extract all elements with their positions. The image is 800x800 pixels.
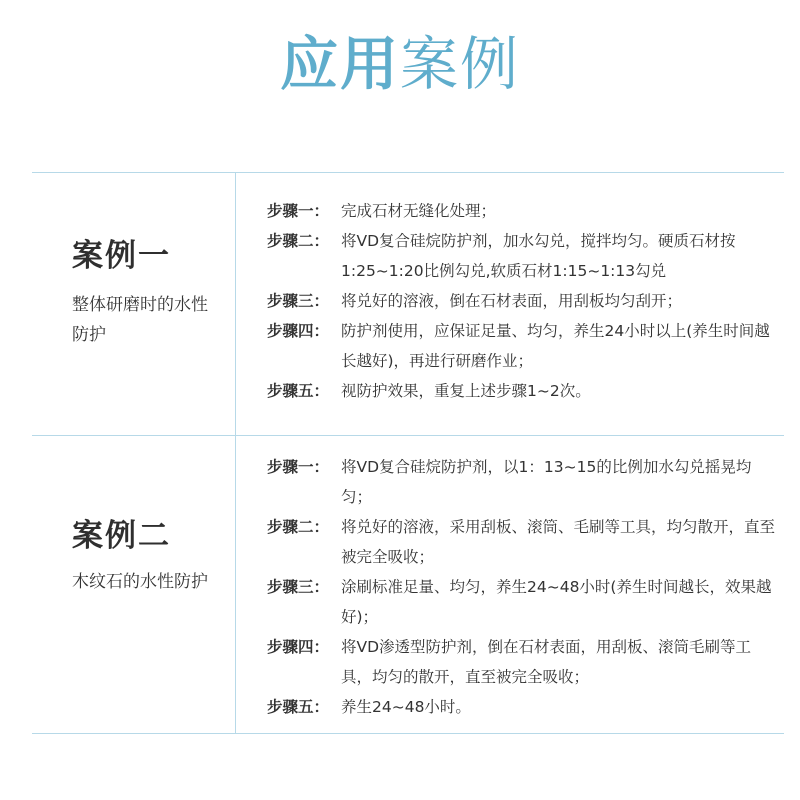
cases-table: [32, 172, 784, 734]
table-top-border: [32, 172, 784, 173]
step-text: 涂刷标准足量、均匀，养生24~48小时(养生时间越长，效果越好)；: [341, 578, 772, 626]
step-label: 步骤二：: [267, 232, 330, 250]
step-label: 步骤五：: [267, 698, 330, 716]
case-1-subtitle: 整体研磨时的水性防护: [72, 295, 208, 345]
step-text: 将VD复合硅烷防护剂，加水勾兑，搅拌均匀。硬质石材按1:25~1:20比例勾兑,软质石材1:15~1:13勾兑: [341, 232, 736, 280]
step-text: 防护剂使用，应保证足量、均匀，养生24小时以上(养生时间越长越好)，再进行研磨作业；: [341, 322, 770, 370]
step-item: [267, 692, 777, 722]
step-item: [267, 452, 777, 512]
table-column-divider: [235, 172, 236, 734]
table-bottom-border: [32, 733, 784, 734]
page-title: [0, 30, 800, 98]
case-2-title: 案例二: [72, 518, 171, 554]
step-label: 步骤一：: [267, 458, 330, 476]
case-1-steps: [267, 196, 777, 406]
table-row-divider: [32, 435, 784, 436]
step-text: 将兑好的溶液，倒在石材表面，用刮板均匀刮开；: [341, 292, 683, 310]
step-item: [267, 376, 777, 406]
step-text: 视防护效果，重复上述步骤1~2次。: [341, 382, 591, 400]
page-title-bold: 应用: [279, 30, 400, 98]
step-label: 步骤五：: [267, 382, 330, 400]
step-text: 将兑好的溶液，采用刮板、滚筒、毛刷等工具，均匀散开，直至被完全吸收；: [341, 518, 776, 566]
case-1-title: 案例一: [72, 238, 171, 274]
step-item: [267, 196, 777, 226]
step-label: 步骤三：: [267, 292, 330, 310]
step-label: 步骤四：: [267, 322, 330, 340]
step-item: [267, 512, 777, 572]
step-label: 步骤三：: [267, 578, 330, 596]
step-label: 步骤四：: [267, 638, 330, 656]
case-2-subtitle: 木纹石的水性防护: [72, 572, 208, 592]
step-item: [267, 316, 777, 376]
step-item: [267, 632, 777, 692]
step-item: [267, 572, 777, 632]
case-2-steps: [267, 452, 777, 722]
step-text: 将VD渗透型防护剂，倒在石材表面，用刮板、滚筒毛刷等工具，均匀的散开，直至被完全吸收；: [341, 638, 752, 686]
step-item: [267, 226, 777, 286]
step-label: 步骤一：: [267, 202, 330, 220]
step-text: 将VD复合硅烷防护剂，以1：13~15的比例加水勾兑摇晃均匀；: [341, 458, 752, 506]
step-text: 养生24~48小时。: [341, 698, 471, 716]
step-label: 步骤二：: [267, 518, 330, 536]
step-text: 完成石材无缝化处理；: [341, 202, 497, 220]
page-title-light: 案例: [400, 30, 521, 98]
step-item: [267, 286, 777, 316]
